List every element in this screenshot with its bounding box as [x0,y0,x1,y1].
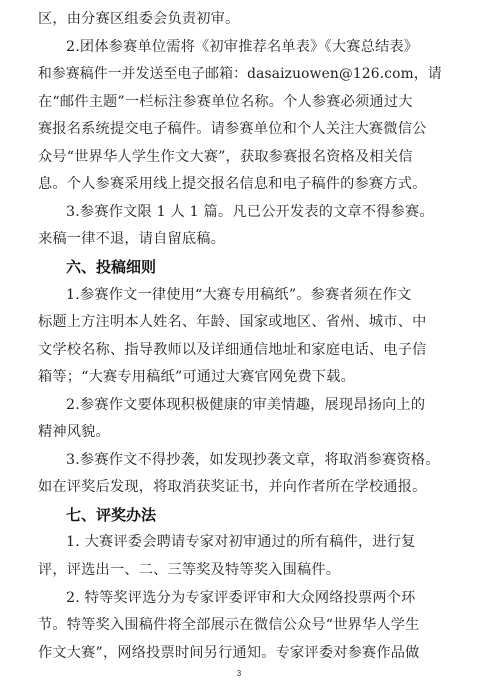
text-line: 评，评选出一、二、三等奖及特等奖入围稿件。 [38,562,341,578]
text-line: 节。特等奖入围稿件将全部展示在微信公众号“世界华人学生 [38,617,420,634]
text-line: 3.参赛作文不得抄袭，如发现抄袭文章，将取消参赛资格。 [66,451,440,468]
page-number: 3 [236,669,242,678]
section-heading: 七、评奖办法 [66,505,157,524]
text-line: 来稿一律不退，请自留底稿。 [38,231,226,248]
text-line: 1. 大赛评委会聘请专家对初审通过的所有稿件，进行复 [66,534,416,551]
text-line: 精神风貌。 [38,424,110,441]
text-line: 3.参赛作文限 1 人 1 篇。凡已公开发表的文章不得参赛。 [66,203,434,220]
text-line: 区，由分赛区组委会负责初审。 [38,11,240,27]
text-line: 作文大赛”，网络投票时间另行通知。专家评委对参赛作品做 [38,644,420,661]
text-line: 众号“世界华人学生作文大赛”，获取参赛报名资格及相关信 [38,148,413,165]
text-line: 赛报名系统提交电子稿件。请参赛单位和个人关注大赛微信公 [38,121,427,138]
text-line: 在“邮件主题”一栏标注参赛单位名称。个人参赛必须通过大 [38,93,413,110]
section-heading: 六、投稿细则 [66,257,157,276]
text-line: 2.参赛作文要体现积极健康的审美情趣，展现昂扬向上的 [66,396,426,413]
text-line: 2. 特等奖评选分为专家评委评审和大众网络投票两个环 [66,589,416,606]
text-line: 如在评奖后发现，将取消获奖证书，并向作者所在学校通报。 [38,479,427,496]
text-line: 文学校名称、指导教师以及详细通信地址和家庭电话、电子信 [38,341,427,358]
text-line: 和参赛稿件一并发送至电子邮箱：dasaizuowen@126.com，请 [38,66,442,83]
text-line: 箱等；“大赛专用稿纸”可通过大赛官网免费下载。 [38,369,356,386]
text-line: 标题上方注明本人姓名、年龄、国家或地区、省州、城市、中 [38,314,427,331]
text-line: 息。个人参赛采用线上提交报名信息和电子稿件的参赛方式。 [38,176,427,193]
text-line: 1.参赛作文一律使用“大赛专用稿纸”。参赛者须在作文 [66,286,412,303]
text-line: 2.团体参赛单位需将《初审推荐名单表》《大赛总结表》 [66,38,419,55]
